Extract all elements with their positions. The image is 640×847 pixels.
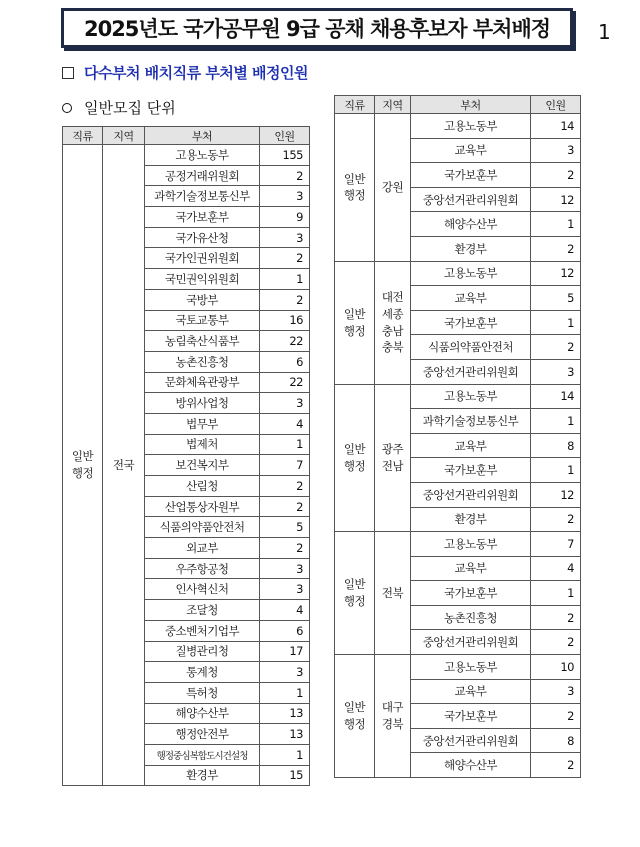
department-cell: 국민권익위원회 [145, 269, 260, 290]
jikryu-cell-line: 일반 [343, 306, 366, 321]
department-cell: 농촌진흥청 [145, 351, 260, 372]
department-cell: 과학기술정보통신부 [411, 409, 531, 434]
table-header-row [63, 127, 310, 145]
department-cell: 국토교통부 [145, 310, 260, 331]
department-cell: 국가보훈부 [411, 458, 531, 483]
count-cell: 3 [531, 359, 581, 384]
jikryu-cell [335, 261, 375, 384]
region-cell-line: 대전 [381, 290, 404, 305]
department-cell: 고용노동부 [411, 261, 531, 286]
sub-title-text: 일반모집 단위 [84, 99, 176, 117]
department-cell: 중앙선거관리위원회 [411, 728, 531, 753]
table-row [335, 261, 581, 286]
department-cell: 중앙선거관리위원회 [411, 187, 531, 212]
department-cell: 환경부 [411, 236, 531, 261]
section-title [62, 62, 308, 83]
department-cell: 해양수산부 [411, 212, 531, 237]
count-cell: 1 [531, 458, 581, 483]
department-cell: 중소벤처기업부 [145, 620, 260, 641]
jikryu-cell-line: 행정 [343, 717, 366, 732]
regional-allocation-table [334, 95, 581, 778]
department-cell: 우주항공청 [145, 558, 260, 579]
header-count: 인원 [531, 96, 581, 114]
count-cell: 8 [531, 433, 581, 458]
count-cell: 3 [260, 393, 310, 414]
jikryu-cell-line: 일반 [343, 577, 366, 592]
count-cell: 14 [531, 384, 581, 409]
department-cell: 고용노동부 [411, 655, 531, 680]
section-title-text: 다수부처 배치직류 부처별 배정인원 [84, 64, 309, 82]
department-cell: 법제처 [145, 434, 260, 455]
department-cell: 식품의약품안전처 [145, 517, 260, 538]
count-cell: 14 [531, 114, 581, 139]
count-cell: 1 [531, 310, 581, 335]
department-cell: 고용노동부 [145, 145, 260, 166]
header-department: 부처 [145, 127, 260, 145]
department-cell: 환경부 [411, 507, 531, 532]
count-cell: 155 [260, 145, 310, 166]
count-cell: 2 [531, 704, 581, 729]
header-region: 지역 [103, 127, 145, 145]
jikryu-cell [63, 145, 103, 786]
region-cell-line: 전북 [381, 585, 404, 600]
jikryu-cell [335, 114, 375, 262]
department-cell: 보건복지부 [145, 455, 260, 476]
header-department: 부처 [411, 96, 531, 114]
count-cell: 12 [531, 261, 581, 286]
table-row [335, 384, 581, 409]
department-cell: 행정중심복합도시건설청 [145, 744, 260, 765]
count-cell: 2 [531, 605, 581, 630]
jikryu-cell [335, 655, 375, 778]
count-cell: 22 [260, 372, 310, 393]
count-cell: 3 [260, 227, 310, 248]
count-cell: 2 [531, 335, 581, 360]
count-cell: 1 [531, 409, 581, 434]
department-cell: 특허청 [145, 682, 260, 703]
department-cell: 교육부 [411, 679, 531, 704]
jikryu-cell-line: 행정 [343, 188, 366, 203]
count-cell: 4 [531, 556, 581, 581]
department-cell: 과학기술정보통신부 [145, 186, 260, 207]
count-cell: 6 [260, 620, 310, 641]
department-cell: 산림청 [145, 476, 260, 497]
region-cell-line: 충북 [381, 340, 404, 355]
department-cell: 고용노동부 [411, 532, 531, 557]
jikryu-cell [335, 532, 375, 655]
header-jikryu: 직류 [335, 96, 375, 114]
department-cell: 인사혁신처 [145, 579, 260, 600]
count-cell: 1 [531, 581, 581, 606]
header-jikryu: 직류 [63, 127, 103, 145]
region-cell-line: 충남 [381, 323, 404, 338]
department-cell: 농촌진흥청 [411, 605, 531, 630]
count-cell: 15 [260, 765, 310, 786]
count-cell: 3 [531, 138, 581, 163]
count-cell: 16 [260, 310, 310, 331]
count-cell: 9 [260, 207, 310, 228]
count-cell: 1 [260, 269, 310, 290]
count-cell: 5 [531, 286, 581, 311]
jikryu-cell-line: 일반 [71, 449, 94, 464]
jikryu-cell-line: 행정 [343, 458, 366, 473]
count-cell: 2 [531, 630, 581, 655]
header-count: 인원 [260, 127, 310, 145]
table-header-row [335, 96, 581, 114]
department-cell: 공정거래위원회 [145, 165, 260, 186]
count-cell: 1 [260, 434, 310, 455]
region-cell-line: 광주 [381, 442, 404, 457]
department-cell: 환경부 [145, 765, 260, 786]
jikryu-cell-line: 행정 [71, 466, 94, 481]
department-cell: 방위사업청 [145, 393, 260, 414]
count-cell: 1 [260, 744, 310, 765]
department-cell: 통계청 [145, 662, 260, 683]
department-cell: 외교부 [145, 538, 260, 559]
national-allocation-table [62, 126, 310, 786]
count-cell: 3 [260, 186, 310, 207]
region-cell-line: 강원 [381, 179, 404, 194]
department-cell: 교육부 [411, 433, 531, 458]
jikryu-cell [335, 384, 375, 532]
count-cell: 2 [260, 289, 310, 310]
region-cell-line: 경북 [381, 717, 404, 732]
jikryu-cell-line: 행정 [343, 323, 366, 338]
page-number: 1 [598, 20, 611, 44]
department-cell: 질병관리청 [145, 641, 260, 662]
jikryu-cell-line: 행정 [343, 594, 366, 609]
count-cell: 2 [260, 496, 310, 517]
count-cell: 3 [260, 558, 310, 579]
department-cell: 국가유산청 [145, 227, 260, 248]
sub-title [62, 97, 176, 118]
table-row [63, 145, 310, 166]
count-cell: 2 [531, 163, 581, 188]
count-cell: 2 [531, 753, 581, 778]
jikryu-cell-line: 일반 [343, 700, 366, 715]
count-cell: 3 [531, 679, 581, 704]
count-cell: 2 [260, 248, 310, 269]
count-cell: 13 [260, 724, 310, 745]
document-title-text: 2025년도 국가공무원 9급 공채 채용후보자 부처배정 [83, 17, 551, 41]
department-cell: 문화체육관광부 [145, 372, 260, 393]
count-cell: 2 [531, 507, 581, 532]
department-cell: 국가보훈부 [145, 207, 260, 228]
department-cell: 조달청 [145, 600, 260, 621]
count-cell: 12 [531, 187, 581, 212]
department-cell: 국가보훈부 [411, 704, 531, 729]
count-cell: 5 [260, 517, 310, 538]
department-cell: 산업통상자원부 [145, 496, 260, 517]
count-cell: 2 [260, 538, 310, 559]
department-cell: 교육부 [411, 286, 531, 311]
circle-bullet-icon [62, 103, 72, 113]
count-cell: 2 [260, 476, 310, 497]
department-cell: 국가보훈부 [411, 581, 531, 606]
department-cell: 법무부 [145, 413, 260, 434]
department-cell: 고용노동부 [411, 114, 531, 139]
count-cell: 4 [260, 600, 310, 621]
department-cell: 국가인권위원회 [145, 248, 260, 269]
table-row [335, 655, 581, 680]
department-cell: 교육부 [411, 138, 531, 163]
count-cell: 3 [260, 579, 310, 600]
department-cell: 중앙선거관리위원회 [411, 359, 531, 384]
jikryu-cell-line: 일반 [343, 442, 366, 457]
count-cell: 7 [531, 532, 581, 557]
table-row [335, 114, 581, 139]
department-cell: 국가보훈부 [411, 163, 531, 188]
region-cell-line: 전남 [381, 458, 404, 473]
department-cell: 중앙선거관리위원회 [411, 482, 531, 507]
count-cell: 4 [260, 413, 310, 434]
region-cell [375, 261, 411, 384]
region-cell [375, 532, 411, 655]
table-row [335, 532, 581, 557]
square-bullet-icon [62, 67, 74, 79]
region-cell: 전국 [103, 145, 145, 786]
jikryu-cell-line: 일반 [343, 171, 366, 186]
region-cell [375, 655, 411, 778]
count-cell: 2 [260, 165, 310, 186]
count-cell: 22 [260, 331, 310, 352]
count-cell: 1 [531, 212, 581, 237]
count-cell: 17 [260, 641, 310, 662]
department-cell: 해양수산부 [145, 703, 260, 724]
department-cell: 중앙선거관리위원회 [411, 630, 531, 655]
count-cell: 2 [531, 236, 581, 261]
count-cell: 1 [260, 682, 310, 703]
count-cell: 8 [531, 728, 581, 753]
department-cell: 국가보훈부 [411, 310, 531, 335]
count-cell: 12 [531, 482, 581, 507]
count-cell: 10 [531, 655, 581, 680]
department-cell: 행정안전부 [145, 724, 260, 745]
header-region: 지역 [375, 96, 411, 114]
region-cell [375, 384, 411, 532]
region-cell-line: 대구 [381, 700, 404, 715]
region-cell-line: 세종 [381, 306, 404, 321]
region-cell [375, 114, 411, 262]
department-cell: 교육부 [411, 556, 531, 581]
count-cell: 6 [260, 351, 310, 372]
document-title [61, 8, 573, 48]
department-cell: 고용노동부 [411, 384, 531, 409]
department-cell: 국방부 [145, 289, 260, 310]
count-cell: 3 [260, 662, 310, 683]
count-cell: 13 [260, 703, 310, 724]
count-cell: 7 [260, 455, 310, 476]
department-cell: 식품의약품안전처 [411, 335, 531, 360]
department-cell: 농림축산식품부 [145, 331, 260, 352]
department-cell: 해양수산부 [411, 753, 531, 778]
